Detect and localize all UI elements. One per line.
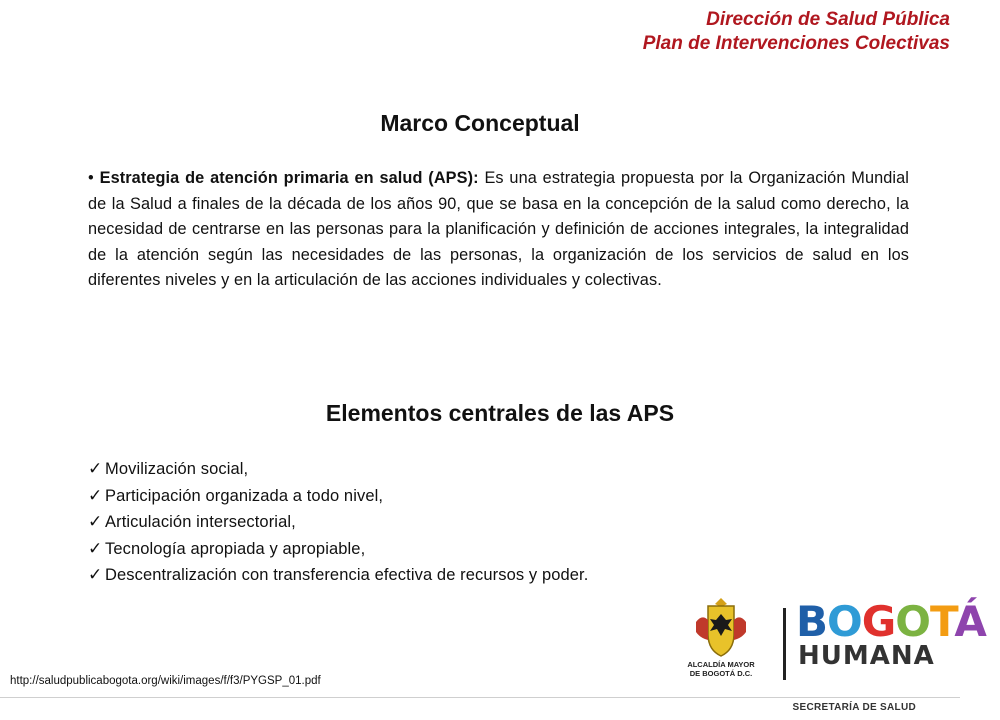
checkmark-icon: ✓: [88, 459, 103, 478]
source-url[interactable]: http://saludpublicabogota.org/wiki/images/f/f3/PYGSP_01.pdf: [10, 675, 321, 687]
aps-paragraph: [88, 166, 909, 294]
checkmark-icon: ✓: [88, 538, 103, 558]
bogota-letter: G: [861, 597, 896, 646]
list-item: ✓ Tecnología apropiada y apropiable,: [88, 536, 588, 563]
bogota-wordmark: [796, 597, 986, 646]
aps-term: Estrategia de atención primaria en salud (APS):: [99, 169, 479, 187]
section-title-marco: Marco Conceptual: [380, 110, 580, 136]
humana-wordmark: HUMANA: [798, 641, 935, 671]
bogota-letter: T: [929, 597, 955, 646]
list-item: ✓ Descentralización con transferencia efectiva de recursos y poder.: [88, 562, 588, 589]
list-item: ✓ Movilización social,: [88, 456, 588, 483]
alcaldia-text: ALCALDÍA MAYOR DE BOGOTÁ D.C.: [687, 660, 755, 678]
checkmark-icon: ✓: [88, 512, 103, 531]
logos: [686, 596, 986, 690]
bogota-letter: B: [796, 597, 828, 646]
header: [643, 8, 950, 56]
checkmark-icon: ✓: [88, 565, 103, 584]
list-item: ✓ Participación organizada a todo nivel,: [88, 483, 588, 510]
list-item: ✓ Articulación intersectorial,: [88, 509, 588, 536]
coat-of-arms-icon: [686, 596, 756, 660]
footer-divider: [0, 697, 960, 698]
bogota-letter: Á: [954, 597, 986, 646]
checkmark-icon: ✓: [88, 485, 103, 505]
aps-text: Es una estrategia propuesta por la Organización Mundial de la Salud a finales de la década de los años 90, que se basa en la concepción de la salud como derecho, la necesidad de centrarse en las personas para la planificación y definición de acciones integrales, la integralidad de la atención según las necesidades de las personas, la organización de los servicios de salud en los diferentes niveles y en la articulación de las acciones individuales y colectivas.: [88, 169, 909, 289]
logo-divider: [783, 608, 786, 680]
section-title-elementos: Elementos centrales de las APS: [325, 400, 675, 426]
elements-list: [88, 456, 588, 589]
header-line-2: Plan de Intervenciones Colectivas: [642, 33, 950, 54]
header-line-1: Dirección de Salud Pública: [706, 9, 950, 30]
bogota-letter: O: [895, 597, 930, 646]
footer-text: SECRETARÍA DE SALUD: [792, 702, 916, 713]
bullet: •: [88, 169, 94, 187]
bogota-letter: O: [827, 597, 862, 646]
